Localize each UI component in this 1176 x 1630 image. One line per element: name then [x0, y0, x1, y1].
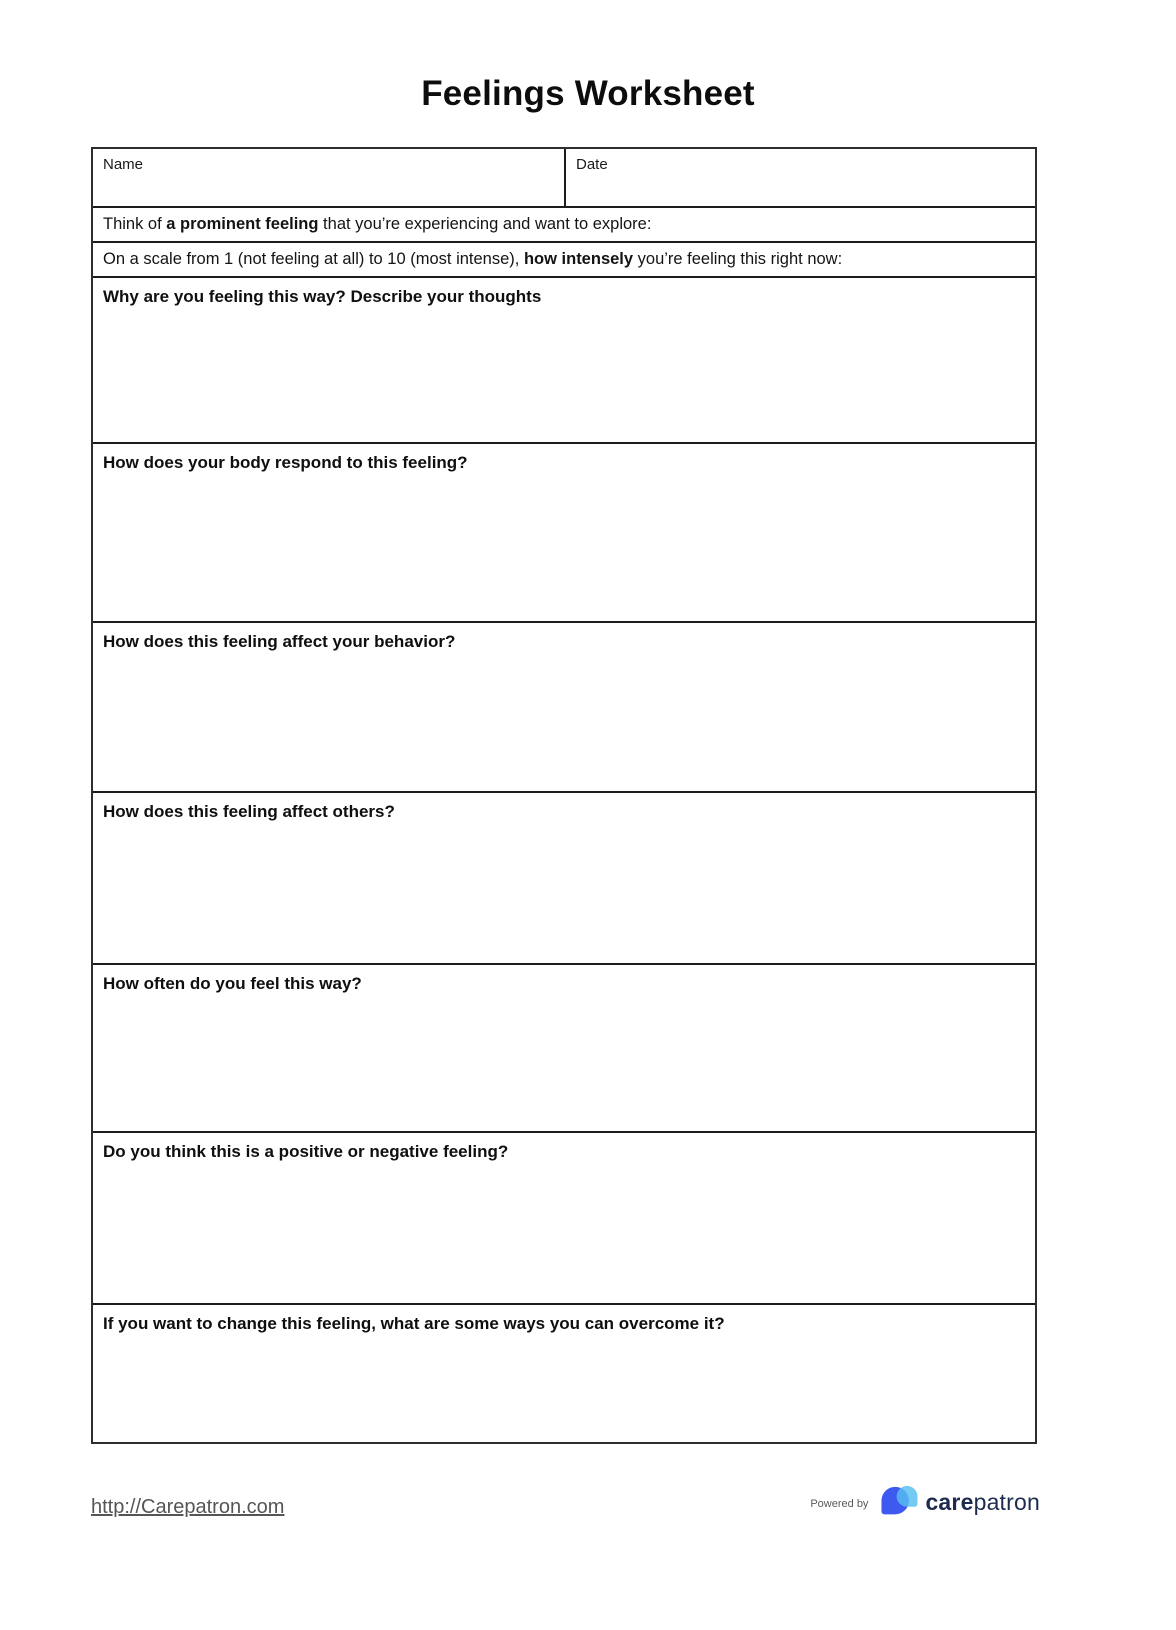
prompt-scale-text-pre: On a scale from 1 (not feeling at all) to 10 (most intense), — [103, 250, 524, 268]
carepatron-logo-icon — [878, 1484, 920, 1520]
date-field[interactable] — [564, 149, 1035, 206]
section-body-response[interactable] — [93, 442, 1035, 621]
section-positive-negative-header: Do you think this is a positive or negative feeling? — [103, 1142, 509, 1161]
section-affect-others[interactable] — [93, 791, 1035, 963]
powered-by-label: Powered by — [810, 1498, 869, 1510]
section-body-response-header: How does your body respond to this feeling? — [103, 453, 468, 472]
prompt-scale-text-bold: how intensely — [523, 250, 634, 268]
name-date-row — [93, 149, 1035, 206]
section-positive-negative[interactable] — [93, 1131, 1035, 1303]
name-label: Name — [103, 156, 144, 173]
powered-by-block — [810, 1484, 1040, 1520]
worksheet-table — [91, 147, 1037, 1444]
section-overcome[interactable] — [93, 1303, 1035, 1442]
section-how-often-header: How often do you feel this way? — [103, 974, 362, 993]
prompt-scale-text-post: you’re feeling this right now: — [633, 250, 843, 268]
prominent-feeling-field[interactable] — [93, 206, 1035, 241]
brand-care: care — [925, 1488, 974, 1515]
date-label: Date — [576, 156, 608, 173]
prompt-feeling-text-bold: a prominent feeling — [166, 215, 319, 233]
logo-right-bubble — [897, 1486, 918, 1507]
carepatron-link[interactable]: http://Carepatron.com — [91, 1496, 285, 1518]
brand-patron: patron — [973, 1488, 1040, 1515]
section-affect-others-header: How does this feeling affect others? — [103, 802, 395, 821]
carepatron-brand — [878, 1484, 1040, 1520]
page-title: Feelings Worksheet — [421, 74, 755, 113]
name-field[interactable] — [93, 149, 564, 206]
brand-wordmark — [925, 1489, 1040, 1516]
intensity-scale-field[interactable] — [93, 241, 1035, 276]
prompt-feeling-text-post: that you’re experiencing and want to explore: — [318, 215, 652, 233]
section-how-often[interactable] — [93, 963, 1035, 1131]
section-overcome-header: If you want to change this feeling, what are some ways you can overcome it? — [103, 1314, 725, 1333]
section-affect-behavior[interactable] — [93, 621, 1035, 791]
section-why-feeling-header: Why are you feeling this way? Describe your thoughts — [103, 287, 542, 306]
section-why-feeling[interactable] — [93, 276, 1035, 442]
prompt-feeling-text-pre: Think of — [103, 215, 167, 233]
section-affect-behavior-header: How does this feeling affect your behavior? — [103, 632, 456, 651]
